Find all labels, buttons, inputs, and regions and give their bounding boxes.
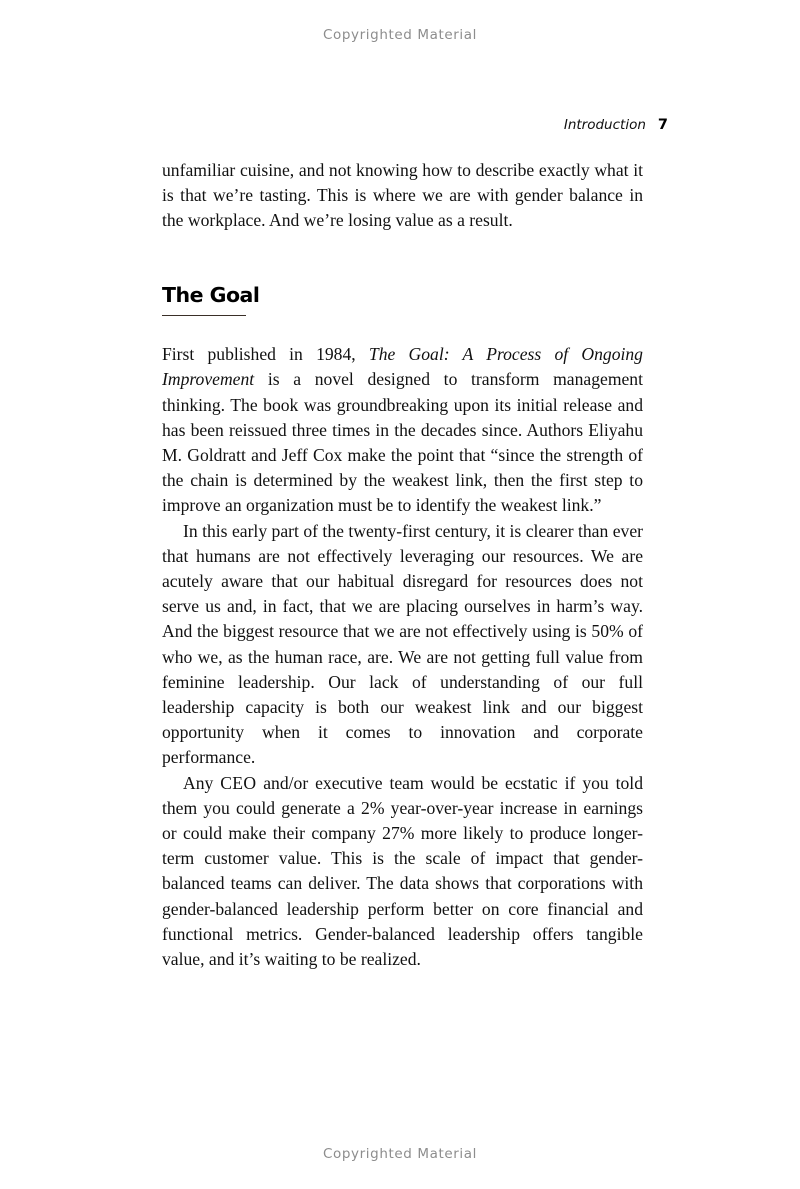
text-column bbox=[162, 158, 643, 972]
paragraph-text-lead: First published in 1984, bbox=[162, 344, 369, 365]
copyright-watermark-bottom: Copyrighted Material bbox=[323, 1146, 477, 1162]
paragraph-continuation: unfamiliar cuisine, and not knowing how to describe exactly what it is that we’re tasting. This is where we are with gender balance in the workplace. And we’re losing value as a result. bbox=[162, 160, 643, 231]
section-header-block bbox=[162, 284, 643, 317]
book-title-italic: The Goal: A Process of Ongoing Improvement bbox=[162, 344, 643, 390]
ceo-smallcaps: CEO bbox=[220, 772, 257, 793]
paragraph-twenty-first-century: In this early part of the twenty-first century, it is clearer than ever that humans are not effectively leveraging our resources. We are acutely aware that our habitual disregard for resources does not serve us and, in fact, that we are placing ourselves in harm’s way. And the biggest resource that we are not effectively using is 50% of who we, as the human race, are. We are not getting full value from feminine leadership. Our lack of understanding of our full leadership capacity is both our weakest link and our biggest opportunity when it comes to innovation and corporate performance. bbox=[162, 520, 643, 768]
page-number: 7 bbox=[657, 117, 668, 133]
paragraph-ceo-value bbox=[162, 771, 643, 973]
paragraph-the-goal-intro bbox=[162, 342, 643, 518]
section-heading: The Goal bbox=[162, 282, 260, 307]
paragraph-text-lead: Any bbox=[183, 772, 221, 793]
running-head-title: Introduction bbox=[563, 117, 646, 133]
running-head bbox=[162, 114, 668, 133]
paragraph-text-rest: is a novel designed to transform management thinking. The book was groundbreaking upon its initial release and has been reissued three times in the decades since. Authors Eliyahu M. Goldratt and Jeff Cox make the point that “since the strength of the chain is determined by the weakest link, then the first step to improve an organization must be to identify the weakest link.” bbox=[162, 369, 643, 516]
section-divider-rule bbox=[162, 315, 246, 316]
paragraph-text-rest: and/or executive team would be ecstatic if you told them you could generate a 2% year-over-year increase in earnings or could make their company 27% more likely to produce longer-term customer value. This is the scale of impact that gender-balanced teams can deliver. The data shows that corporations with gender-balanced leadership perform better on core financial and functional metrics. Gender-balanced leadership offers tangible value, and it’s waiting to be realized. bbox=[162, 772, 643, 970]
copyright-watermark-top: Copyrighted Material bbox=[323, 27, 477, 43]
